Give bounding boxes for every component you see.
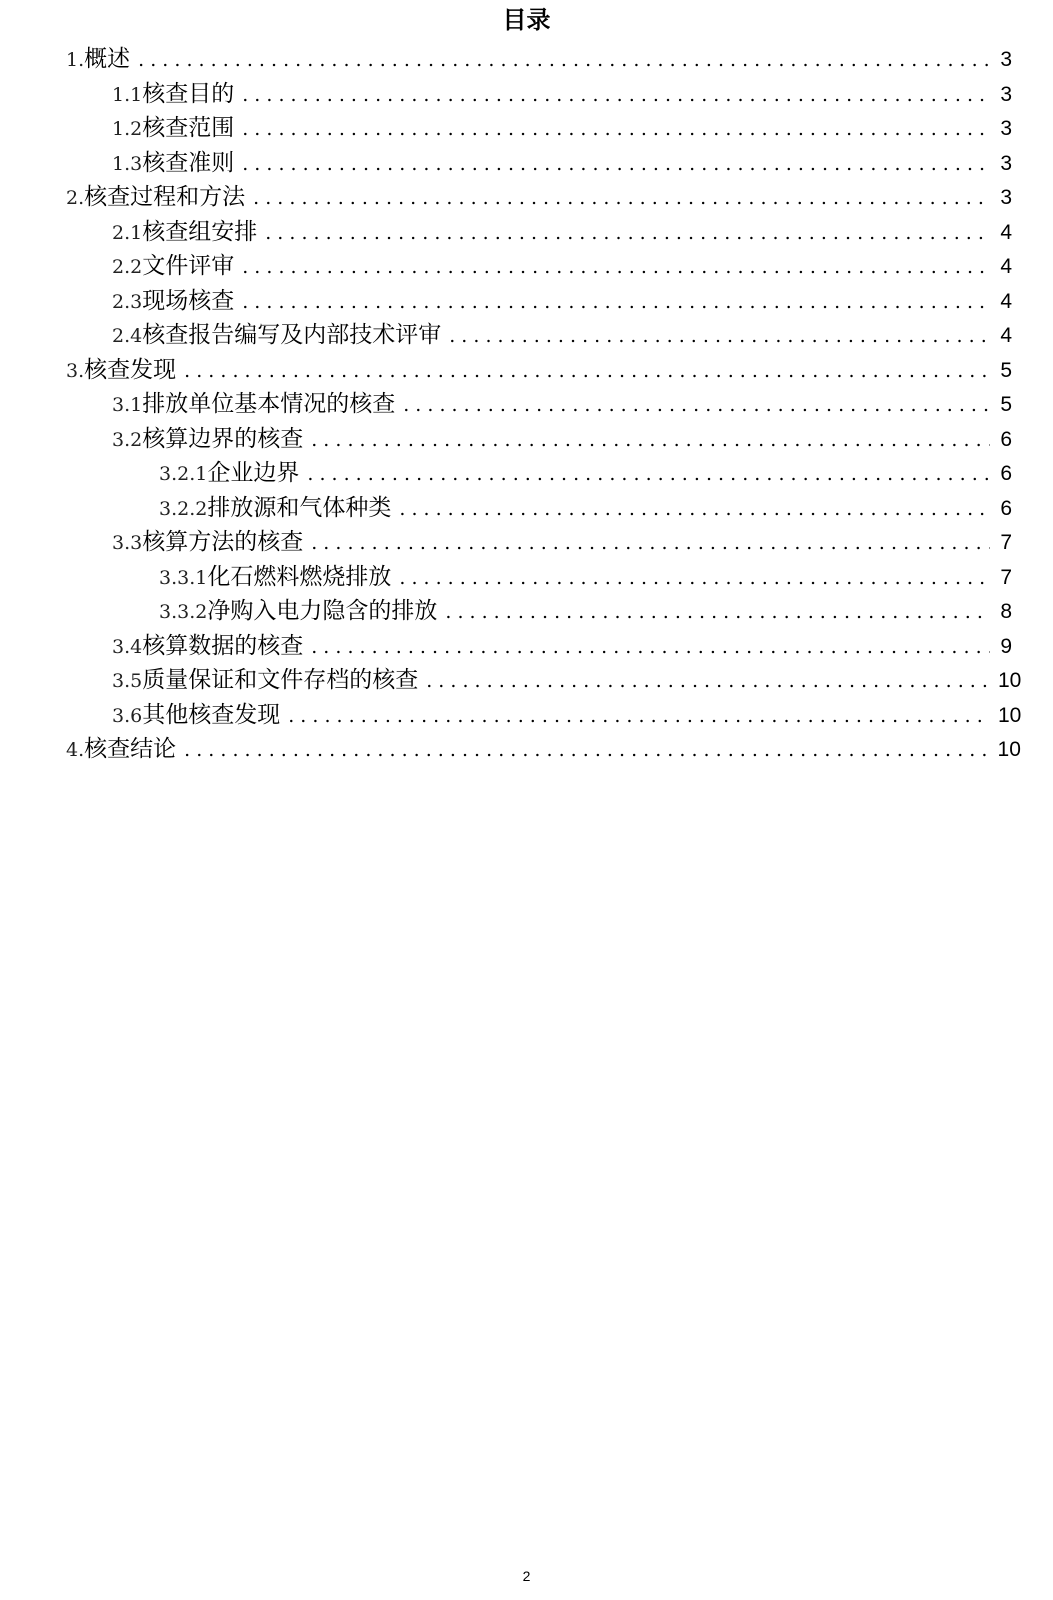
toc-entry-number: 2.3: [112, 290, 143, 313]
toc-entry-page: 4: [1000, 289, 1012, 313]
toc-dot-leader: [399, 561, 990, 596]
toc-dot-leader: [449, 319, 990, 354]
toc-entry[interactable]: [66, 215, 1012, 250]
table-of-contents: [66, 42, 1022, 767]
toc-entry-number: 1.3: [112, 152, 143, 175]
toc-entry-title: 核查组安排: [142, 218, 258, 245]
toc-entry[interactable]: [66, 732, 1021, 767]
toc-dot-leader: [242, 112, 990, 147]
toc-entry-number: 2.2: [112, 256, 143, 278]
toc-entry-page: 10: [997, 738, 1021, 761]
toc-entry-title: 排放单位基本情况的核查: [142, 391, 396, 417]
toc-entry-title: 质量保证和文件存档的核查: [142, 667, 419, 693]
toc-entry-number: 1.1: [112, 83, 143, 106]
toc-entry-title: 净购入电力隐含的排放: [207, 598, 438, 624]
toc-entry-title: 概述: [84, 46, 131, 72]
toc-entry-number: 2.1: [112, 221, 143, 244]
toc-entry[interactable]: [66, 491, 1012, 526]
toc-entry-title: 化石燃料燃烧排放: [207, 563, 392, 590]
toc-entry-number: 3.4: [112, 635, 143, 658]
toc-entry-page: 4: [1000, 220, 1012, 244]
toc-entry-title: 核查报告编写及内部技术评审: [142, 322, 442, 348]
toc-entry[interactable]: [66, 180, 1012, 215]
toc-title: 目录: [502, 6, 551, 34]
toc-entry-page: 5: [1000, 393, 1012, 416]
toc-entry-number: 3.1: [112, 394, 143, 416]
toc-dot-leader: [242, 147, 990, 182]
toc-entry-number: 1.2: [112, 118, 143, 140]
toc-entry[interactable]: [66, 422, 1012, 457]
toc-dot-leader: [265, 216, 990, 251]
toc-dot-leader: [311, 423, 990, 458]
toc-entry[interactable]: [66, 146, 1012, 181]
toc-entry[interactable]: [66, 387, 1012, 422]
toc-dot-leader: [311, 630, 990, 665]
toc-entry-title: 核算边界的核查: [142, 425, 304, 452]
toc-entry-page: 3: [1000, 151, 1012, 175]
toc-entry-title: 排放源和气体种类: [207, 494, 392, 521]
toc-entry-title: 企业边界: [207, 460, 300, 486]
toc-entry-page: 6: [1000, 496, 1012, 520]
page-number: 2: [522, 1568, 531, 1584]
toc-entry-page: 9: [1000, 634, 1012, 658]
toc-dot-leader: [311, 526, 990, 561]
toc-entry-number: 3.: [66, 359, 85, 382]
toc-entry-number: 4.: [66, 739, 85, 761]
toc-entry[interactable]: [66, 525, 1012, 560]
toc-entry[interactable]: [66, 698, 1022, 733]
toc-entry[interactable]: [66, 318, 1012, 353]
toc-dot-leader: [399, 492, 990, 527]
toc-dot-leader: [253, 181, 990, 216]
toc-entry[interactable]: [66, 663, 1022, 698]
toc-entry-title: 核查结论: [84, 736, 177, 762]
toc-dot-leader: [307, 457, 990, 492]
toc-entry-number: 3.2.1: [159, 463, 208, 485]
toc-dot-leader: [242, 250, 990, 285]
toc-entry-page: 3: [1000, 82, 1012, 106]
toc-entry[interactable]: [66, 594, 1012, 629]
toc-entry-number: 3.2.2: [159, 497, 208, 520]
toc-entry-page: 6: [1000, 427, 1012, 451]
toc-entry-title: 核查目的: [142, 80, 235, 107]
toc-entry[interactable]: [66, 77, 1012, 112]
toc-entry-number: 2.: [66, 187, 85, 209]
toc-entry-number: 3.3.1: [159, 566, 208, 589]
toc-entry-number: 3.3: [112, 532, 143, 554]
toc-entry[interactable]: [66, 560, 1012, 595]
toc-dot-leader: [242, 78, 990, 113]
toc-entry[interactable]: [66, 42, 1012, 77]
toc-entry-page: 3: [1000, 48, 1012, 71]
toc-entry[interactable]: [66, 249, 1012, 284]
toc-entry[interactable]: [66, 353, 1012, 388]
toc-entry-page: 10: [998, 669, 1022, 692]
toc-entry-page: 7: [1000, 565, 1012, 589]
toc-entry-page: 3: [1000, 117, 1012, 140]
toc-dot-leader: [138, 43, 990, 78]
toc-dot-leader: [426, 664, 990, 699]
toc-entry-page: 3: [1000, 186, 1012, 209]
toc-entry-title: 核查准则: [142, 149, 235, 176]
toc-entry-title: 其他核查发现: [142, 701, 281, 728]
toc-entry-number: 3.6: [112, 704, 143, 727]
toc-entry[interactable]: [66, 629, 1012, 664]
toc-entry[interactable]: [66, 284, 1012, 319]
toc-dot-leader: [184, 354, 990, 389]
toc-entry-title: 核算数据的核查: [142, 632, 304, 659]
toc-entry-title: 核查发现: [84, 356, 177, 383]
toc-entry[interactable]: [66, 456, 1012, 491]
toc-dot-leader: [184, 733, 989, 768]
toc-entry-number: 2.4: [112, 325, 143, 347]
toc-entry-number: 1.: [66, 49, 85, 71]
toc-entry-title: 核算方法的核查: [142, 529, 304, 555]
toc-entry-page: 4: [1000, 255, 1012, 278]
toc-entry[interactable]: [66, 111, 1012, 146]
toc-entry-number: 3.3.2: [159, 601, 208, 623]
toc-entry-title: 核查范围: [142, 115, 235, 141]
toc-entry-page: 6: [1000, 462, 1012, 485]
toc-entry-title: 核查过程和方法: [84, 184, 246, 210]
toc-entry-number: 3.5: [112, 670, 143, 692]
toc-entry-title: 现场核查: [142, 287, 235, 314]
toc-dot-leader: [403, 388, 990, 423]
toc-dot-leader: [288, 699, 990, 734]
toc-entry-title: 文件评审: [142, 253, 235, 279]
toc-entry-page: 4: [1000, 324, 1012, 347]
toc-entry-page: 5: [1000, 358, 1012, 382]
toc-entry-page: 7: [1000, 531, 1012, 554]
toc-dot-leader: [242, 285, 990, 320]
toc-dot-leader: [445, 595, 990, 630]
toc-entry-number: 3.2: [112, 428, 143, 451]
toc-entry-page: 10: [998, 703, 1022, 727]
toc-entry-page: 8: [1000, 600, 1012, 623]
